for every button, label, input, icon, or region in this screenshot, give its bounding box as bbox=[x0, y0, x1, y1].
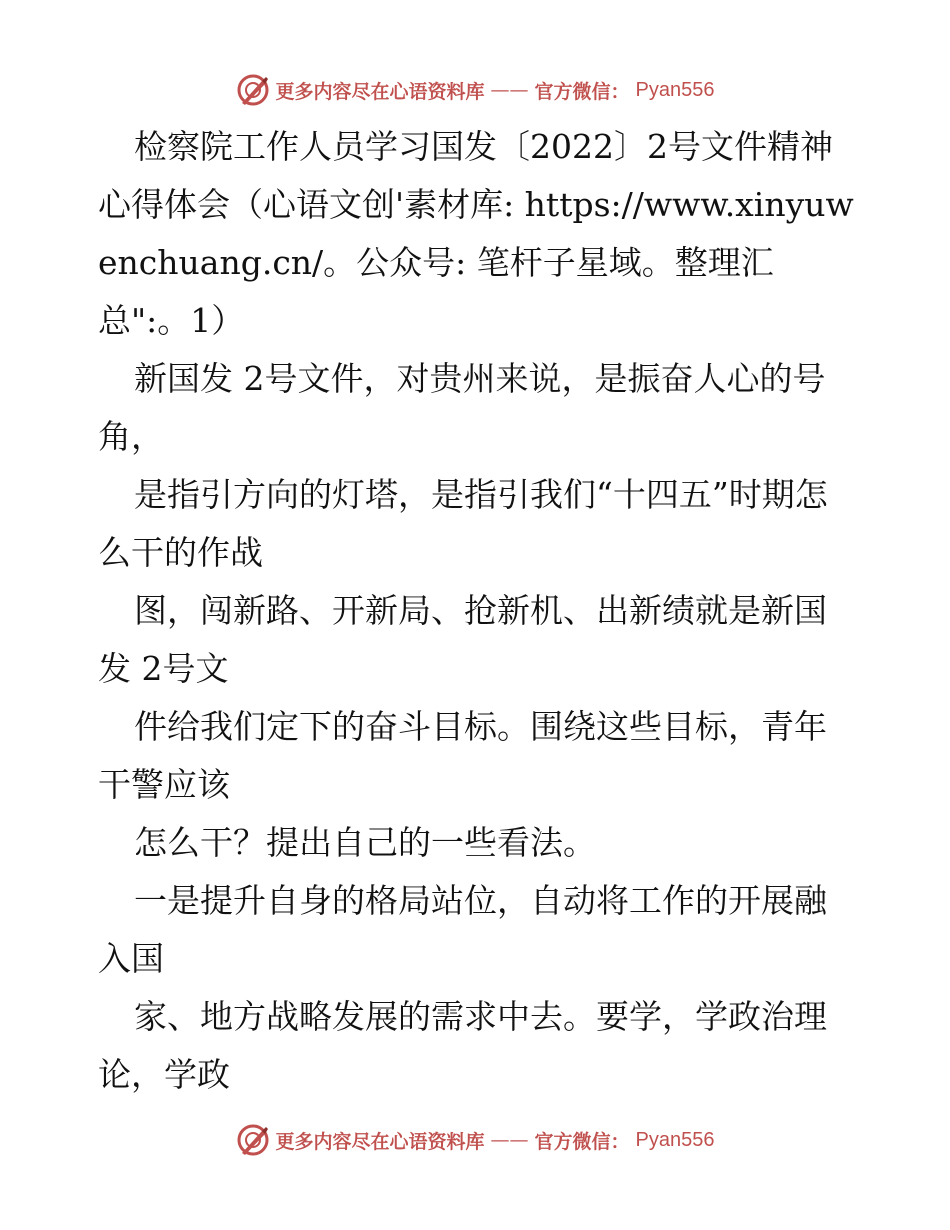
paragraph-title: 检察院工作人员学习国发〔2022〕2号文件精神心得体会（心语文创'素材库: https://www.xinyuwenchuang.cn/。公众号: 笔杆子星域。整理汇总":。1） bbox=[98, 127, 854, 340]
paragraph: 怎么干？提出自己的一些看法。 bbox=[134, 823, 596, 862]
paragraph: 件给我们定下的奋斗目标。围绕这些目标，青年干警应该 bbox=[98, 707, 827, 804]
footer-banner bbox=[0, 1122, 950, 1158]
paragraph: 家、地方战略发展的需求中去。要学，学政治理论，学政 bbox=[98, 997, 827, 1094]
paragraph: 图，闯新路、开新局、抢新机、出新绩就是新国发 2号文 bbox=[98, 591, 827, 688]
wechat-id: Pyan556 bbox=[635, 78, 715, 101]
pen-logo-icon bbox=[236, 1123, 270, 1157]
wechat-id: Pyan556 bbox=[635, 1128, 715, 1151]
banner-text: 更多内容尽在心语资料库 bbox=[275, 80, 485, 103]
banner-separator: —— bbox=[490, 1129, 529, 1151]
pen-logo-icon bbox=[236, 73, 270, 107]
header-banner bbox=[0, 72, 950, 108]
document-body bbox=[98, 118, 858, 1104]
wechat-label: 官方微信： bbox=[534, 1130, 630, 1153]
wechat-label: 官方微信： bbox=[534, 80, 630, 103]
paragraph: 一是提升自身的格局站位，自动将工作的开展融入国 bbox=[98, 881, 827, 978]
banner-separator: —— bbox=[490, 79, 529, 101]
banner-text: 更多内容尽在心语资料库 bbox=[275, 1130, 485, 1153]
paragraph: 新国发 2号文件，对贵州来说，是振奋人心的号角， bbox=[98, 359, 826, 456]
paragraph: 是指引方向的灯塔，是指引我们“十四五”时期怎么干的作战 bbox=[98, 475, 828, 572]
